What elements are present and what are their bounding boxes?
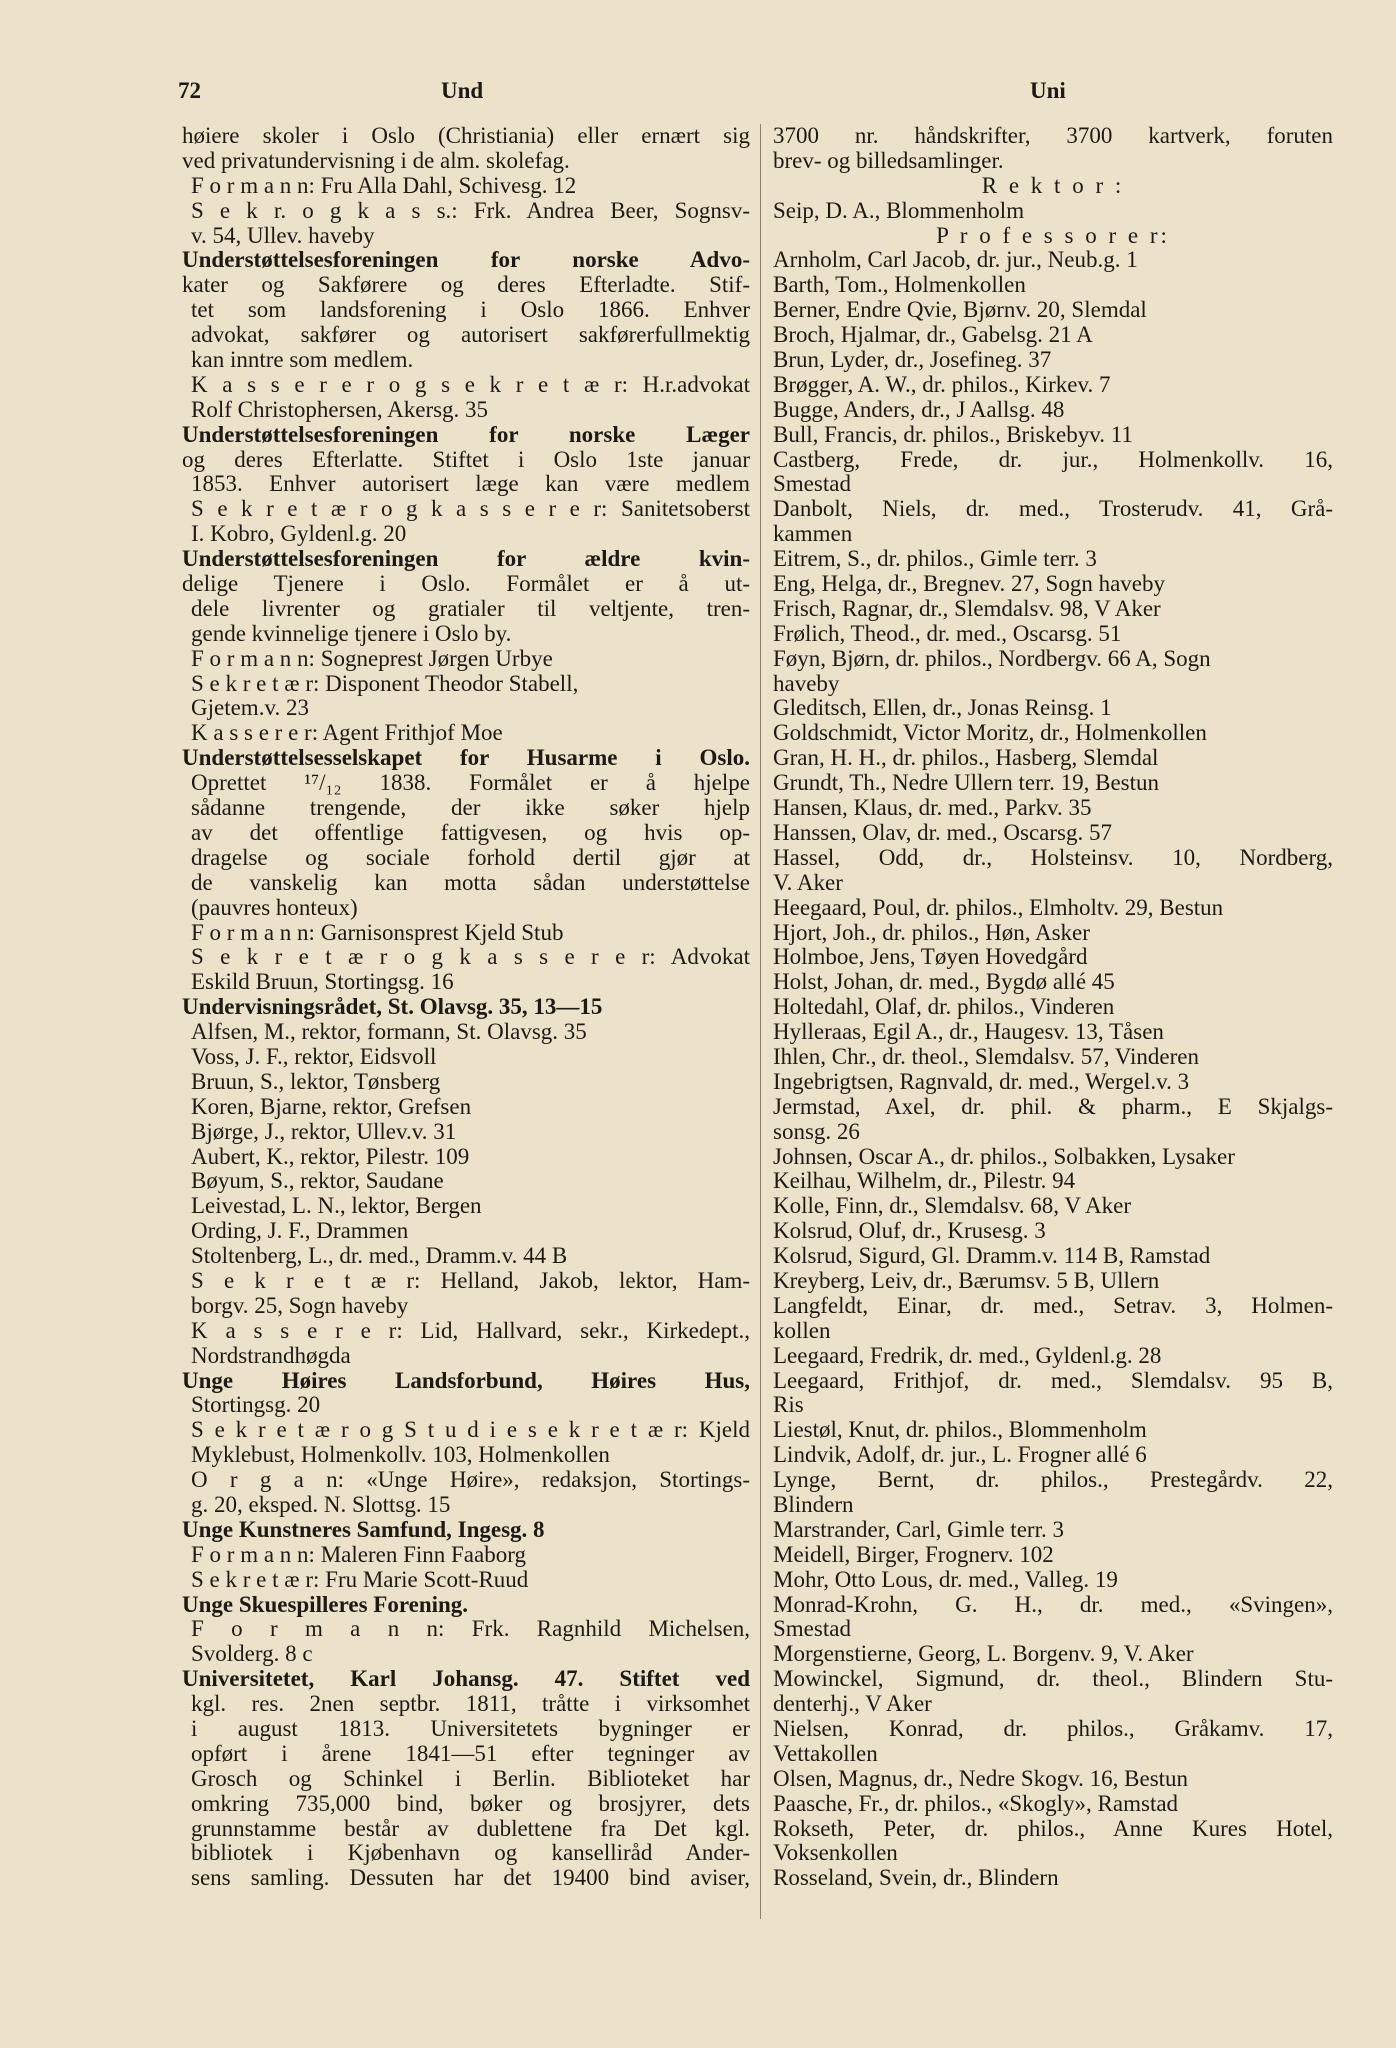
right-column-line: Bugge, Anders, dr., J Aallsg. 48: [773, 397, 1065, 422]
left-column-line: S e k r e t æ r o g S t u d i e s e k r e t æ r: Kjeld: [191, 1418, 750, 1443]
left-column-line: K a s s e r e r o g s e k r e t æ r: H.r.advokat: [191, 372, 750, 397]
right-column-line: Rosseland, Svein, dr., Blindern: [773, 1866, 1059, 1891]
left-column-line: Stortingsg. 20: [191, 1393, 321, 1418]
left-column-line: Eskild Bruun, Stortingsg. 16: [191, 970, 454, 995]
right-column-line: Arnholm, Carl Jacob, dr. jur., Neub.g. 1: [773, 248, 1138, 273]
right-column-line: Holst, Johan, dr. med., Bygdø allé 45: [773, 970, 1115, 995]
right-column-line: Goldschmidt, Victor Moritz, dr., Holmenkollen: [773, 721, 1207, 746]
left-column-line: S e k r e t æ r: Helland, Jakob, lektor, Ham-: [191, 1268, 750, 1293]
right-column-line: P r o f e s s o r e r:: [936, 223, 1170, 248]
left-column-line: Koren, Bjarne, rektor, Grefsen: [191, 1094, 472, 1119]
page-number: 72: [178, 78, 201, 103]
right-column-line: Paasche, Fr., dr. philos., «Skogly», Ramstad: [773, 1791, 1179, 1816]
right-column-line: Ihlen, Chr., dr. theol., Slemdalsv. 57, Vinderen: [773, 1044, 1199, 1069]
left-column-line: grunnstamme består av dublettene fra Det kgl.: [191, 1816, 750, 1841]
left-column-line: O r g a n: «Unge Høire», redaksjon, Stortings-: [191, 1468, 750, 1493]
right-column-line: kollen: [773, 1318, 831, 1343]
left-column-line: og deres Efterlatte. Stiftet i Oslo 1ste januar: [182, 447, 750, 472]
left-column-line: F o r m a n n: Frk. Ragnhild Michelsen,: [191, 1617, 750, 1642]
left-column-line: I. Kobro, Gyldenl.g. 20: [191, 522, 407, 547]
column-divider: [760, 124, 761, 1919]
right-column-line: Mowinckel, Sigmund, dr. theol., Blindern Stu-: [773, 1667, 1333, 1692]
left-column-line: dele livrenter og gratialer til veltjente, tren-: [191, 596, 750, 621]
right-column-line: Kreyberg, Leiv, dr., Bærumsv. 5 B, Ullern: [773, 1268, 1160, 1293]
left-column-line: Undervisningsrådet, St. Olavsg. 35, 13—15: [182, 995, 603, 1020]
right-running-head: Uni: [1030, 78, 1066, 103]
left-column-line: tet som landsforening i Oslo 1866. Enhver: [191, 298, 750, 323]
right-column-line: Lynge, Bernt, dr. philos., Prestegårdv. 22,: [773, 1468, 1333, 1493]
right-column-line: kammen: [773, 522, 853, 547]
left-column-line: Bjørge, J., rektor, Ullev.v. 31: [191, 1119, 457, 1144]
right-column-line: Holmboe, Jens, Tøyen Hovedgård: [773, 945, 1088, 970]
right-column-line: Mohr, Otto Lous, dr. med., Valleg. 19: [773, 1567, 1118, 1592]
left-column-line: opført i årene 1841—51 efter tegninger av: [191, 1741, 750, 1766]
left-column-line: i august 1813. Universitetets bygninger er: [191, 1717, 750, 1741]
right-column-line: brev- og billedsamlinger.: [773, 148, 1004, 173]
left-column-line: Gjetem.v. 23: [191, 696, 309, 721]
right-column-line: Vettakollen: [773, 1741, 878, 1766]
right-column-line: Frisch, Ragnar, dr., Slemdalsv. 98, V Aker: [773, 596, 1161, 621]
right-column-line: Nielsen, Konrad, dr. philos., Gråkamv. 17,: [773, 1717, 1333, 1741]
right-column-line: Bull, Francis, dr. philos., Briskebyv. 11: [773, 422, 1133, 447]
right-column-line: Kolle, Finn, dr., Slemdalsv. 68, V Aker: [773, 1194, 1131, 1219]
right-column-line: V. Aker: [773, 870, 843, 895]
left-column-line: Unge Høires Landsforbund, Høires Hus,: [182, 1368, 750, 1393]
right-column-line: Lindvik, Adolf, dr. jur., L. Frogner allé 6: [773, 1443, 1147, 1468]
right-column-line: Smestad: [773, 1617, 851, 1642]
left-column-line: K a s s e r e r: Lid, Hallvard, sekr., Kirkedept.,: [191, 1318, 750, 1343]
right-column-line: Olsen, Magnus, dr., Nedre Skogv. 16, Bestun: [773, 1766, 1189, 1791]
left-column-line: Unge Skuespilleres Forening.: [182, 1592, 469, 1617]
right-column-line: 3700 nr. håndskrifter, 3700 kartverk, foruten: [773, 124, 1333, 148]
left-column-line: Universitetet, Karl Johansg. 47. Stiftet ved: [182, 1667, 750, 1692]
left-column-line: F o r m a n n: Sogneprest Jørgen Urbye: [191, 646, 553, 671]
right-column-line: Brøgger, A. W., dr. philos., Kirkev. 7: [773, 372, 1111, 397]
right-column-line: Eng, Helga, dr., Bregnev. 27, Sogn haveby: [773, 572, 1165, 597]
right-column-line: sonsg. 26: [773, 1119, 860, 1144]
right-column-line: Hanssen, Olav, dr. med., Oscarsg. 57: [773, 820, 1112, 845]
left-column-line: K a s s e r e r: Agent Frithjof Moe: [191, 721, 503, 746]
left-column-line: S e k r e t æ r: Disponent Theodor Stabell,: [191, 671, 579, 696]
left-column-line: delige Tjenere i Oslo. Formålet er å ut-: [182, 572, 750, 597]
right-column-line: Barth, Tom., Holmenkollen: [773, 273, 1026, 298]
left-column-line: 1853. Enhver autorisert læge kan være medlem: [191, 472, 750, 497]
right-column-line: Castberg, Frede, dr. jur., Holmenkollv. 16,: [773, 447, 1333, 472]
left-column-line: S e k r e t æ r o g k a s s e r e r: Sanitetsoberst: [191, 497, 750, 522]
right-column-line: Hjort, Joh., dr. philos., Høn, Asker: [773, 920, 1090, 945]
left-column-line: de vanskelig kan motta sådan understøttelse: [191, 870, 750, 895]
right-column-line: Hylleraas, Egil A., dr., Haugesv. 13, Tåsen: [773, 1020, 1164, 1045]
right-column-line: Langfeldt, Einar, dr. med., Setrav. 3, Holmen-: [773, 1293, 1333, 1318]
right-column-line: Brun, Lyder, dr., Josefineg. 37: [773, 348, 1052, 373]
right-column-line: Frølich, Theod., dr. med., Oscarsg. 51: [773, 621, 1122, 646]
left-column-line: kan inntre som medlem.: [191, 348, 414, 373]
right-column-line: Gran, H. H., dr. philos., Hasberg, Slemdal: [773, 746, 1159, 771]
left-column-line: borgv. 25, Sogn haveby: [191, 1293, 409, 1318]
left-column-line: F o r m a n n: Garnisonsprest Kjeld Stub: [191, 920, 564, 945]
left-column-line: Understøttelsesforeningen for ældre kvin-: [182, 547, 750, 572]
left-column-line: kgl. res. 2nen septbr. 1811, tråtte i virksomhet: [191, 1692, 750, 1717]
left-column-line: omkring 735,000 bind, bøker og brosjyrer, dets: [191, 1791, 750, 1816]
right-column-line: Hansen, Klaus, dr. med., Parkv. 35: [773, 796, 1092, 821]
right-column-line: Liestøl, Knut, dr. philos., Blommenholm: [773, 1418, 1147, 1443]
right-column-line: Voksenkollen: [773, 1841, 898, 1866]
right-column-line: Broch, Hjalmar, dr., Gabelsg. 21 A: [773, 323, 1093, 348]
left-column-line: v. 54, Ullev. haveby: [191, 223, 375, 248]
right-column-line: Heegaard, Poul, dr. philos., Elmholtv. 29, Bestun: [773, 895, 1224, 920]
left-column-line: ved privatundervisning i de alm. skolefag.: [182, 148, 570, 173]
right-column-line: Seip, D. A., Blommenholm: [773, 198, 1025, 223]
right-column-line: R e k t o r :: [981, 173, 1125, 198]
right-column-line: Ris: [773, 1393, 804, 1418]
left-column-line: Aubert, K., rektor, Pilestr. 109: [191, 1144, 470, 1169]
right-column-line: Kolsrud, Sigurd, Gl. Dramm.v. 114 B, Ramstad: [773, 1244, 1211, 1269]
left-column-line: Alfsen, M., rektor, formann, St. Olavsg. 35: [191, 1020, 587, 1045]
right-column-line: Holtedahl, Olaf, dr. philos., Vinderen: [773, 995, 1115, 1020]
left-column-line: Grosch og Schinkel i Berlin. Biblioteket har: [191, 1766, 750, 1791]
left-column-line: Voss, J. F., rektor, Eidsvoll: [191, 1044, 437, 1069]
left-column-line: gende kvinnelige tjenere i Oslo by.: [191, 621, 512, 646]
right-column-line: Johnsen, Oscar A., dr. philos., Solbakken, Lysaker: [773, 1144, 1235, 1169]
left-column-line: sådanne trengende, der ikke søker hjelp: [191, 796, 750, 821]
right-column-line: Leegaard, Frithjof, dr. med., Slemdalsv. 95 B,: [773, 1368, 1333, 1393]
left-column: [182, 124, 750, 1891]
left-column-line: S e k r e t æ r o g k a s s e r e r: Advokat: [191, 945, 750, 970]
right-column-line: Keilhau, Wilhelm, dr., Pilestr. 94: [773, 1169, 1076, 1194]
left-column-line: bibliotek i Kjøbenhavn og kanselliråd Ander-: [191, 1841, 750, 1866]
left-column-line: (pauvres honteux): [191, 895, 358, 920]
left-column-line: S e k r. o g k a s s.: Frk. Andrea Beer, Sognsv-: [191, 198, 750, 223]
left-column-line: Understøttelsesselskapet for Husarme i Oslo.: [182, 746, 750, 771]
left-column-line: av det offentlige fattigvesen, og hvis op-: [191, 820, 750, 845]
right-column-line: Smestad: [773, 472, 851, 497]
right-column-line: haveby: [773, 671, 840, 696]
right-column-line: Føyn, Bjørn, dr. philos., Nordbergv. 66 A, Sogn: [773, 646, 1211, 671]
left-column-line: Rolf Christophersen, Akersg. 35: [191, 397, 489, 422]
right-column-line: Jermstad, Axel, dr. phil. & pharm., E Skjalgs-: [773, 1094, 1333, 1119]
left-column-line: kater og Sakførere og deres Efterladte. Stif-: [182, 273, 750, 298]
right-column-line: Blindern: [773, 1492, 854, 1517]
right-column-line: Marstrander, Carl, Gimle terr. 3: [773, 1517, 1064, 1542]
right-column-line: Morgenstierne, Georg, L. Borgenv. 9, V. Aker: [773, 1642, 1194, 1667]
right-column-line: Eitrem, S., dr. philos., Gimle terr. 3: [773, 547, 1097, 572]
right-column-line: Meidell, Birger, Frognerv. 102: [773, 1542, 1054, 1567]
left-column-line: Unge Kunstneres Samfund, Ingesg. 8: [182, 1517, 545, 1542]
left-column-line: Nordstrandhøgda: [191, 1343, 351, 1368]
left-column-line: Bruun, S., lektor, Tønsberg: [191, 1069, 441, 1094]
right-column-line: Kolsrud, Oluf, dr., Krusesg. 3: [773, 1219, 1046, 1244]
left-running-head: Und: [441, 78, 484, 103]
left-column-line: Stoltenberg, L., dr. med., Dramm.v. 44 B: [191, 1244, 568, 1269]
left-column-line: dragelse og sociale forhold dertil gjør at: [191, 845, 750, 870]
left-column-line: høiere skoler i Oslo (Christiania) eller ernært sig: [182, 124, 750, 148]
left-column-line: S e k r e t æ r: Fru Marie Scott-Ruud: [191, 1567, 529, 1592]
right-column-line: Rokseth, Peter, dr. philos., Anne Kures Hotel,: [773, 1816, 1333, 1841]
right-column: [773, 124, 1333, 1891]
left-column-line: sens samling. Dessuten har det 19400 bind aviser,: [191, 1866, 750, 1891]
left-column-line: Understøttelsesforeningen for norske Læger: [182, 422, 750, 447]
left-column-line: Svolderg. 8 c: [191, 1642, 313, 1667]
left-column-line: F o r m a n n: Fru Alla Dahl, Schivesg. 12: [191, 173, 577, 198]
left-column-line: g. 20, eksped. N. Slottsg. 15: [191, 1492, 451, 1517]
right-column-line: Grundt, Th., Nedre Ullern terr. 19, Bestun: [773, 771, 1160, 796]
right-column-line: Danbolt, Niels, dr. med., Trosterudv. 41, Grå-: [773, 497, 1333, 522]
left-column-line: Ording, J. F., Drammen: [191, 1219, 409, 1244]
left-column-line: advokat, sakfører og autorisert sakførerfullmektig: [191, 323, 750, 348]
left-column-line: Leivestad, L. N., lektor, Bergen: [191, 1194, 482, 1219]
left-column-line: Oprettet ¹⁷/₁₂ 1838. Formålet er å hjelpe: [191, 771, 750, 796]
right-column-line: Ingebrigtsen, Ragnvald, dr. med., Wergel.v. 3: [773, 1069, 1190, 1094]
left-column-line: Myklebust, Holmenkollv. 103, Holmenkollen: [191, 1443, 610, 1468]
left-column-line: F o r m a n n: Maleren Finn Faaborg: [191, 1542, 526, 1567]
left-column-line: Understøttelsesforeningen for norske Advo-: [182, 248, 750, 273]
right-column-line: Leegaard, Fredrik, dr. med., Gyldenl.g. 28: [773, 1343, 1162, 1368]
left-column-line: Bøyum, S., rektor, Saudane: [191, 1169, 444, 1194]
right-column-line: Monrad-Krohn, G. H., dr. med., «Svingen»,: [773, 1592, 1333, 1617]
right-column-line: denterhj., V Aker: [773, 1692, 932, 1717]
right-column-line: Gleditsch, Ellen, dr., Jonas Reinsg. 1: [773, 696, 1112, 721]
right-column-line: Berner, Endre Qvie, Bjørnv. 20, Slemdal: [773, 298, 1147, 323]
right-column-line: Hassel, Odd, dr., Holsteinsv. 10, Nordberg,: [773, 845, 1333, 870]
